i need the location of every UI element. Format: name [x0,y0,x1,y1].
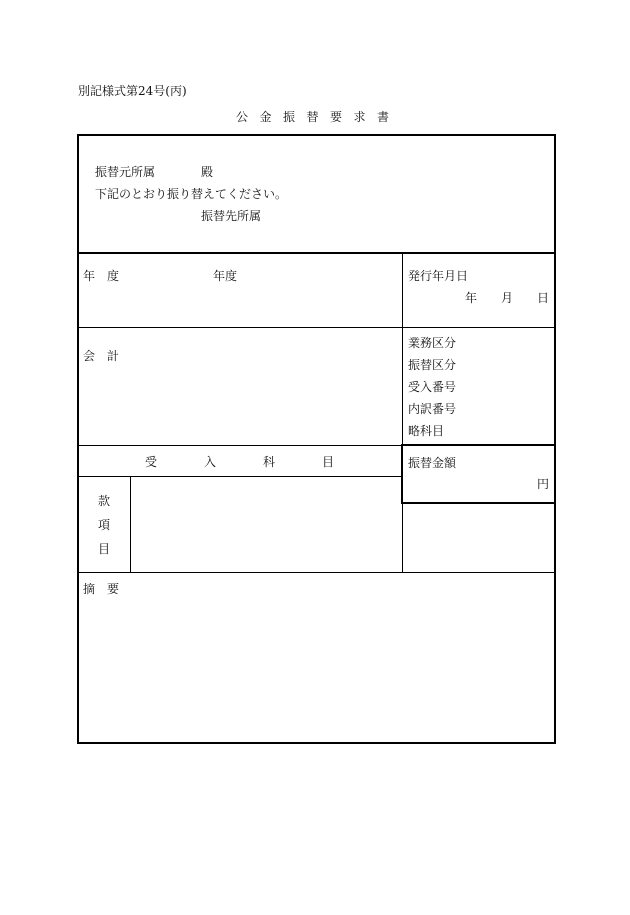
receipt-number-label: 受入番号 [408,380,457,394]
abbreviated-subject-label: 略科目 [408,424,445,438]
summary-divider [77,572,556,573]
issue-date-label: 発行年月日 [408,269,469,283]
fiscal-year-suffix: 年度 [213,269,238,283]
receipt-subject-label: 受入科目 [145,455,382,469]
destination-dept-label: 振替先所属 [201,209,262,223]
subject-header-divider [77,476,402,477]
transfer-category-label: 振替区分 [408,358,457,372]
header-divider [77,252,556,254]
column-divider [402,253,403,572]
currency-unit: 円 [537,477,550,491]
transfer-amount-box [401,444,556,504]
fiscal-year-label: 年 度 [83,269,120,283]
subject-label-divider [130,476,131,572]
honorific: 殿 [201,165,214,179]
subject-row-label-moku: 目 [98,542,111,556]
business-category-label: 業務区分 [408,336,457,350]
request-text: 下記のとおり振り替えてください。 [95,187,288,201]
account-label: 会 計 [83,349,120,363]
source-dept-label: 振替元所属 [95,165,156,179]
form-number: 別記様式第24号(丙) [78,84,187,98]
transfer-amount-label: 振替金額 [408,456,457,470]
account-row-divider [77,445,402,446]
subject-row-label-kan: 款 [98,494,111,508]
issue-date-units: 年 月 日 [465,291,550,305]
summary-label: 摘 要 [83,582,120,596]
breakdown-number-label: 内訳番号 [408,402,457,416]
subject-row-label-kou: 項 [98,518,111,532]
form-title: 公金振替要求書 [236,110,401,124]
year-row-divider [77,327,556,328]
form-frame [77,134,556,744]
